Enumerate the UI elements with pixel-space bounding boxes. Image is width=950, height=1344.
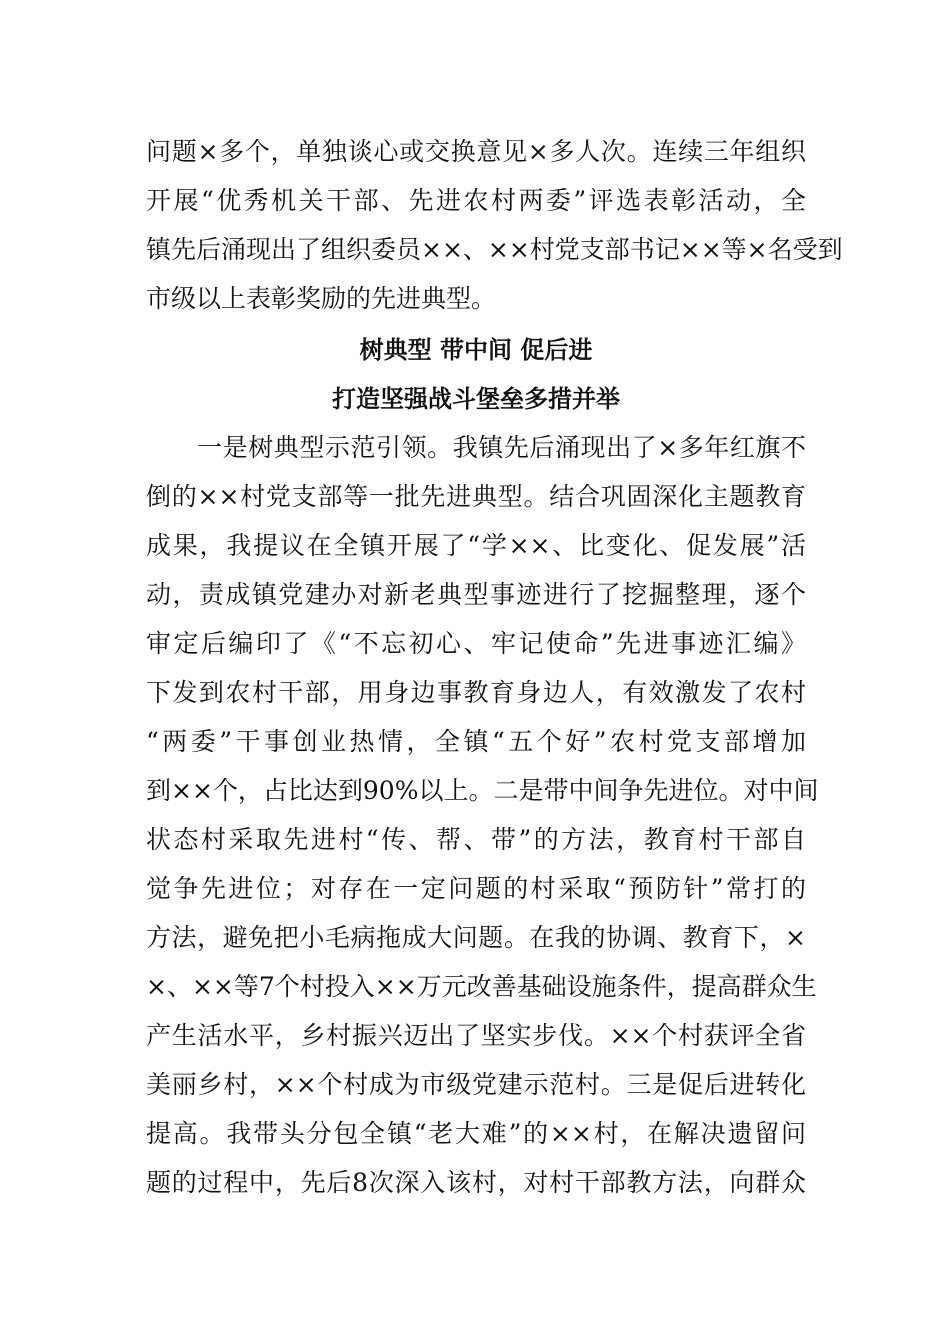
paragraph-line: 倒的××村党支部等一批先进典型。结合巩固深化主题教育 [146,482,806,511]
paragraph-line: 产生活水平，乡村振兴迈出了坚实步伐。××个村获评全省 [146,1021,806,1050]
paragraph-line: 问题×多个，单独谈心或交换意见×多人次。连续三年组织 [146,137,806,166]
paragraph-line: 到××个，占比达到90%以上。二是带中间争先进位。对中间 [146,776,819,805]
paragraph-line: 一是树典型示范引领。我镇先后涌现出了×多年红旗不 [146,433,806,462]
section-heading-line1: 树典型 带中间 促后进 [359,336,593,364]
paragraph-line: 开展“优秀机关干部、先进农村两委”评选表彰活动，全 [146,186,806,215]
paragraph-line: “两委”干事创业热情，全镇“五个好”农村党支部增加 [146,727,806,756]
paragraph-line: 方法，避免把小毛病拖成大问题。在我的协调、教育下，× [146,923,806,952]
paragraph-line: 市级以上表彰奖励的先进典型。 [146,284,497,313]
paragraph-line: ×、××等7个村投入××万元改善基础设施条件，提高群众生 [146,972,817,1001]
paragraph-line: 美丽乡村，××个村成为市级党建示范村。三是促后进转化 [146,1070,806,1099]
paragraph-line: 审定后编印了《“不忘初心、牢记使命”先进事迹汇编》 [146,629,806,658]
paragraph-line: 题的过程中，先后8次深入该村，对村干部教方法，向群众 [146,1168,806,1197]
paragraph-line: 镇先后涌现出了组织委员××、××村党支部书记××等×名受到 [146,235,843,264]
paragraph-line: 成果，我提议在全镇开展了“学××、比变化、促发展”活 [146,531,806,560]
paragraph-line: 动，责成镇党建办对新老典型事迹进行了挖掘整理，逐个 [146,580,806,609]
paragraph-line: 下发到农村干部，用身边事教育身边人，有效激发了农村 [146,678,806,707]
paragraph-line: 提高。我带头分包全镇“老大难”的××村，在解决遗留问 [146,1119,806,1148]
section-heading-line2: 打造坚强战斗堡垒多措并举 [332,385,620,413]
paragraph-line: 觉争先进位；对存在一定问题的村采取“预防针”常打的 [146,874,806,903]
paragraph-line: 状态村采取先进村“传、帮、带”的方法，教育村干部自 [146,825,806,854]
